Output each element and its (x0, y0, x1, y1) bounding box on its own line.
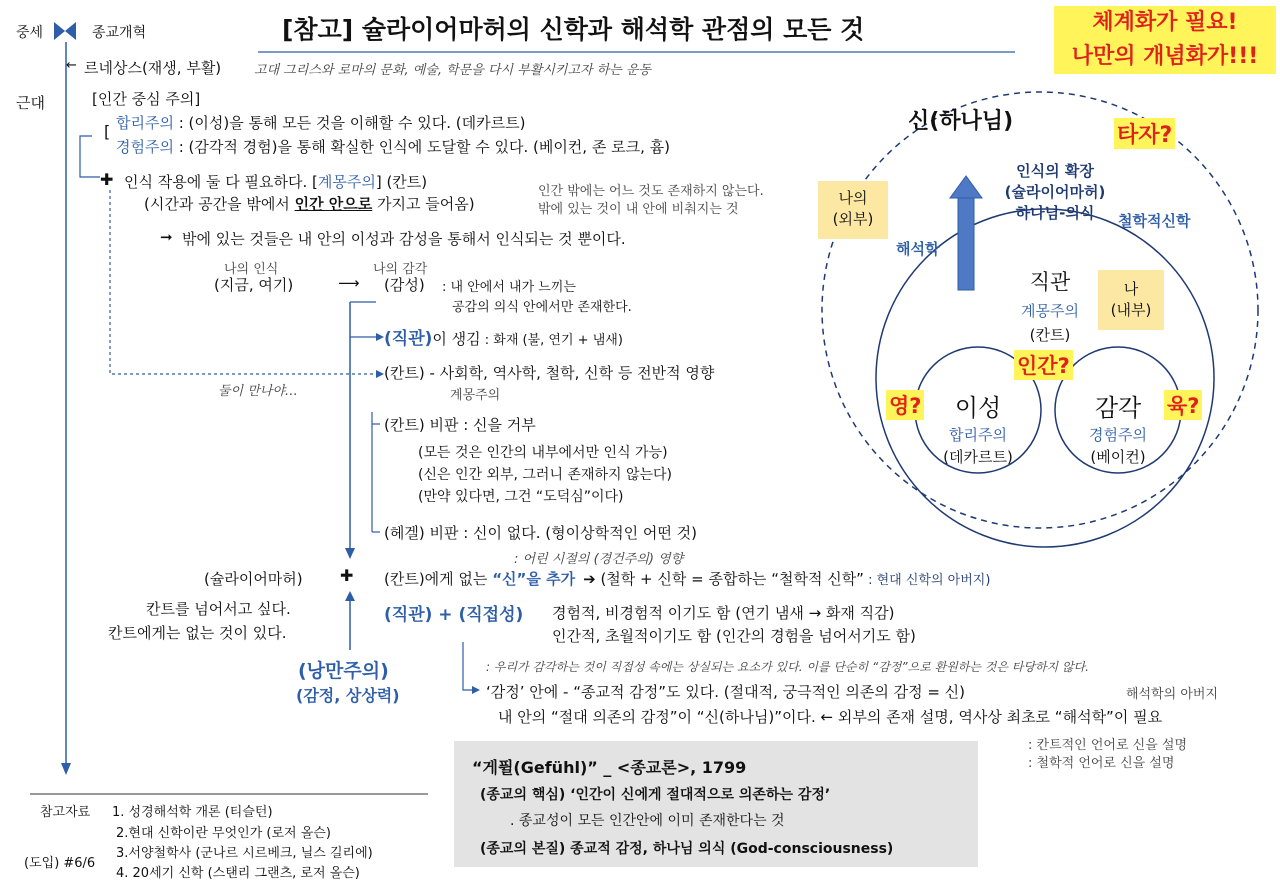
callout-line1: 체계화가 필요! (1054, 6, 1276, 40)
diagram-flesh: 육? (1164, 390, 1202, 420)
sense-label: (감성) (384, 276, 425, 294)
sense-note-2: 공감의 의식 안에서만 존재한다. (452, 300, 632, 315)
diagram-rationalism: 합리주의 (949, 426, 1007, 444)
bowtie-right (65, 22, 76, 40)
diagram-intuition: 직관 (1029, 270, 1071, 294)
intuition-line: (직관)이 생김 : 화재 (불, 연기 + 냄새) (384, 329, 623, 349)
schleiermacher-label: (슐라이어마허) (204, 570, 303, 588)
diagram-expansion: 인식의 확장 (슐라이어마허) 하나님-의식 (1004, 162, 1106, 222)
pietism-note: : 어린 시절의 (경건주의) 영향 (514, 552, 684, 567)
diagram-bacon: (베이컨) (1090, 448, 1146, 466)
kant-influence: (칸트) - 사회학, 역사학, 철학, 신학 등 전반적 영향 (384, 364, 715, 382)
era-renaissance: 르네상스(재생, 부활) (84, 59, 222, 77)
empiricism-line: 경험주의 : (감각적 경험)을 통해 확실한 인식에 도달할 수 있다. (베이컨, 존 로크, 흄) (116, 138, 670, 156)
feeling-note: : 우리가 감각하는 것이 직접성 속에는 상실되는 요소가 있다. 이를 단순히 “감정”으로 환원하는 것은 타당하지 않다. (486, 660, 1089, 674)
add-god-line: (칸트)에게 없는 “신”을 추가 ➔ (철학 + 신학 = 종합하는 “철학적 신학” : 현대 신학의 아버지) (384, 570, 991, 588)
callout-line2: 나만의 개념화가!!! (1054, 40, 1276, 74)
box-essence: (종교의 본질) 종교적 감정, 하나님 의식 (God-consciousness) (480, 841, 894, 857)
meet-note: 둘이 만나야… (218, 384, 298, 399)
beyond-kant-1: 칸트를 넘어서고 싶다. (146, 600, 291, 618)
feeling-arrow (463, 642, 473, 690)
philosophical-language: : 철학적 언어로 신을 설명 (1028, 756, 1175, 771)
rationalism-line: 합리주의 : (이성)을 통해 모든 것을 이해할 수 있다. (데카르트) (116, 114, 526, 132)
my-sense: 나의 감각 (373, 262, 428, 277)
enlightenment-label: 계몽주의 (450, 388, 501, 403)
result-text: 밖에 있는 것들은 내 안의 이성과 감성을 통해서 인식되는 것 뿐이다. (182, 230, 626, 248)
plus-icon: ✚ (100, 170, 114, 189)
bowtie-left (54, 22, 65, 40)
feeling-line-2: 내 안의 “절대 의존의 감정”이 “신(하나님)”이다. ← 외부의 존재 설명, 역사상 최초로 “해석학”이 필요 (498, 708, 1163, 726)
result-arrow: ➞ (160, 228, 173, 246)
beyond-kant-2: 칸트에게는 없는 것이 있다. (108, 624, 287, 642)
kant-critique-3: (만약 있다면, 그건 “도덕심”이다) (418, 489, 624, 505)
diagram-hermeneutics: 해석학 (896, 240, 940, 258)
romanticism-sub: (감정, 상상력) (296, 686, 400, 705)
kant-line: 인식 작용에 둘 다 필요하다. [계몽주의] (칸트) (124, 173, 428, 191)
plus-icon-2: ✚ (340, 566, 354, 585)
diagram-sensation: 감각 (1094, 394, 1142, 422)
ii-line-2: 인간적, 초월적이기도 함 (인간의 경험을 넘어서기도 함) (552, 627, 916, 645)
diagram-empiricism: 경험주의 (1089, 426, 1147, 444)
kant-critique-1: (모든 것은 인간의 내부에서만 인식 가능) (418, 445, 668, 461)
era-medieval: 중세 (16, 25, 44, 41)
kant-critique: (칸트) 비판 : 신을 거부 (384, 416, 536, 434)
side-note-2: 밖에 있는 것이 내 안에 비춰지는 것 (538, 202, 739, 217)
hegel-critique: (헤겔) 비판 : 신이 없다. (형이상학적인 어떤 것) (384, 524, 697, 542)
diagram-reason: 이성 (954, 394, 1002, 422)
diagram-god: 신(하나님) (908, 109, 1014, 134)
diagram-human: 인간? (1014, 350, 1073, 380)
renaissance-note: 고대 그리스와 로마의 문화, 예술, 학문을 다시 부활시키고자 하는 운동 (254, 63, 652, 78)
my-outside-box: 나의 (외부) (818, 181, 888, 239)
romanticism-label: (낭만주의) (298, 660, 389, 682)
humanism-heading: [인간 중심 주의] (92, 90, 201, 108)
box-sub: . 종교성이 모든 인간안에 이미 존재한다는 것 (510, 813, 785, 829)
era-reformation: 종교개혁 (92, 25, 147, 41)
reference-item: 2.현대 신학이란 무엇인가 (로저 올슨) (116, 826, 331, 841)
box-core: (종교의 핵심) ‘인간이 신에게 절대적으로 의존하는 감정’ (480, 787, 831, 803)
page-title: [참고] 슐라이어마허의 신학과 해석학 관점의 모든 것 (282, 15, 865, 44)
diagram-enlightenment: 계몽주의 (1021, 302, 1079, 320)
kantian-language: : 칸트적인 언어로 신을 설명 (1028, 738, 1188, 753)
reference-item: 3.서양철학사 (군나르 시르베크, 닐스 길리에) (116, 846, 373, 861)
empiricism-term: 경험주의 (116, 138, 174, 156)
references-label: 참고자료 (40, 805, 91, 820)
diagram-other: 타자? (1114, 118, 1175, 149)
reference-item: 4. 20세기 신학 (스탠리 그랜츠, 로저 올슨) (116, 866, 360, 881)
bracket-line (80, 136, 100, 177)
feeling-line-1: ‘감정’ 안에 - “종교적 감정”도 있다. (절대적, 궁극적인 의존의 감정 = 신) (486, 683, 966, 701)
my-cognition: 나의 인식 (224, 262, 279, 277)
side-note-1: 인간 밖에는 어느 것도 존재하지 않는다. (538, 184, 764, 199)
long-arrow: ⟶ (338, 274, 360, 292)
ii-line-1: 경험적, 비경험적 이기도 함 (연기 냄새 → 화재 직감) (552, 604, 895, 622)
bracket-open: [ (104, 122, 111, 141)
expansion-arrow-head (950, 176, 982, 198)
diagram-kant: (칸트) (1029, 326, 1071, 344)
diagram-phil-theology: 철학적신학 (1118, 212, 1191, 230)
hermeneutics-father: 해석학의 아버지 (1126, 687, 1219, 702)
expansion-arrow-shaft (958, 196, 974, 290)
renaissance-arrow: ← (66, 58, 77, 73)
box-title: “게퓔(Gefühl)” _ <종교론>, 1799 (472, 758, 747, 777)
diagram-spirit: 영? (886, 390, 924, 420)
kant-critique-2: (신은 인간 외부, 그러니 존재하지 않는다) (418, 467, 673, 483)
era-modern: 근대 (16, 94, 45, 112)
rationalism-term: 합리주의 (116, 114, 174, 132)
timeline-arrowhead (61, 763, 71, 775)
sense-note-1: : 내 안에서 내가 느끼는 (442, 280, 576, 295)
me-inside-box: 나 (내부) (1098, 270, 1164, 330)
diagram-descartes: (데카르트) (943, 448, 1013, 466)
kant-time-space: (시간과 공간을 밖에서 인간 안으로 가지고 들어옴) (144, 195, 475, 213)
reference-item: 1. 성경해석학 개론 (티슬턴) (112, 805, 273, 820)
intuition-immediacy: (직관) + (직접성) (384, 605, 524, 625)
page-number: (도입) #6/6 (24, 856, 96, 871)
here-now: (지금, 여기) (214, 276, 294, 294)
